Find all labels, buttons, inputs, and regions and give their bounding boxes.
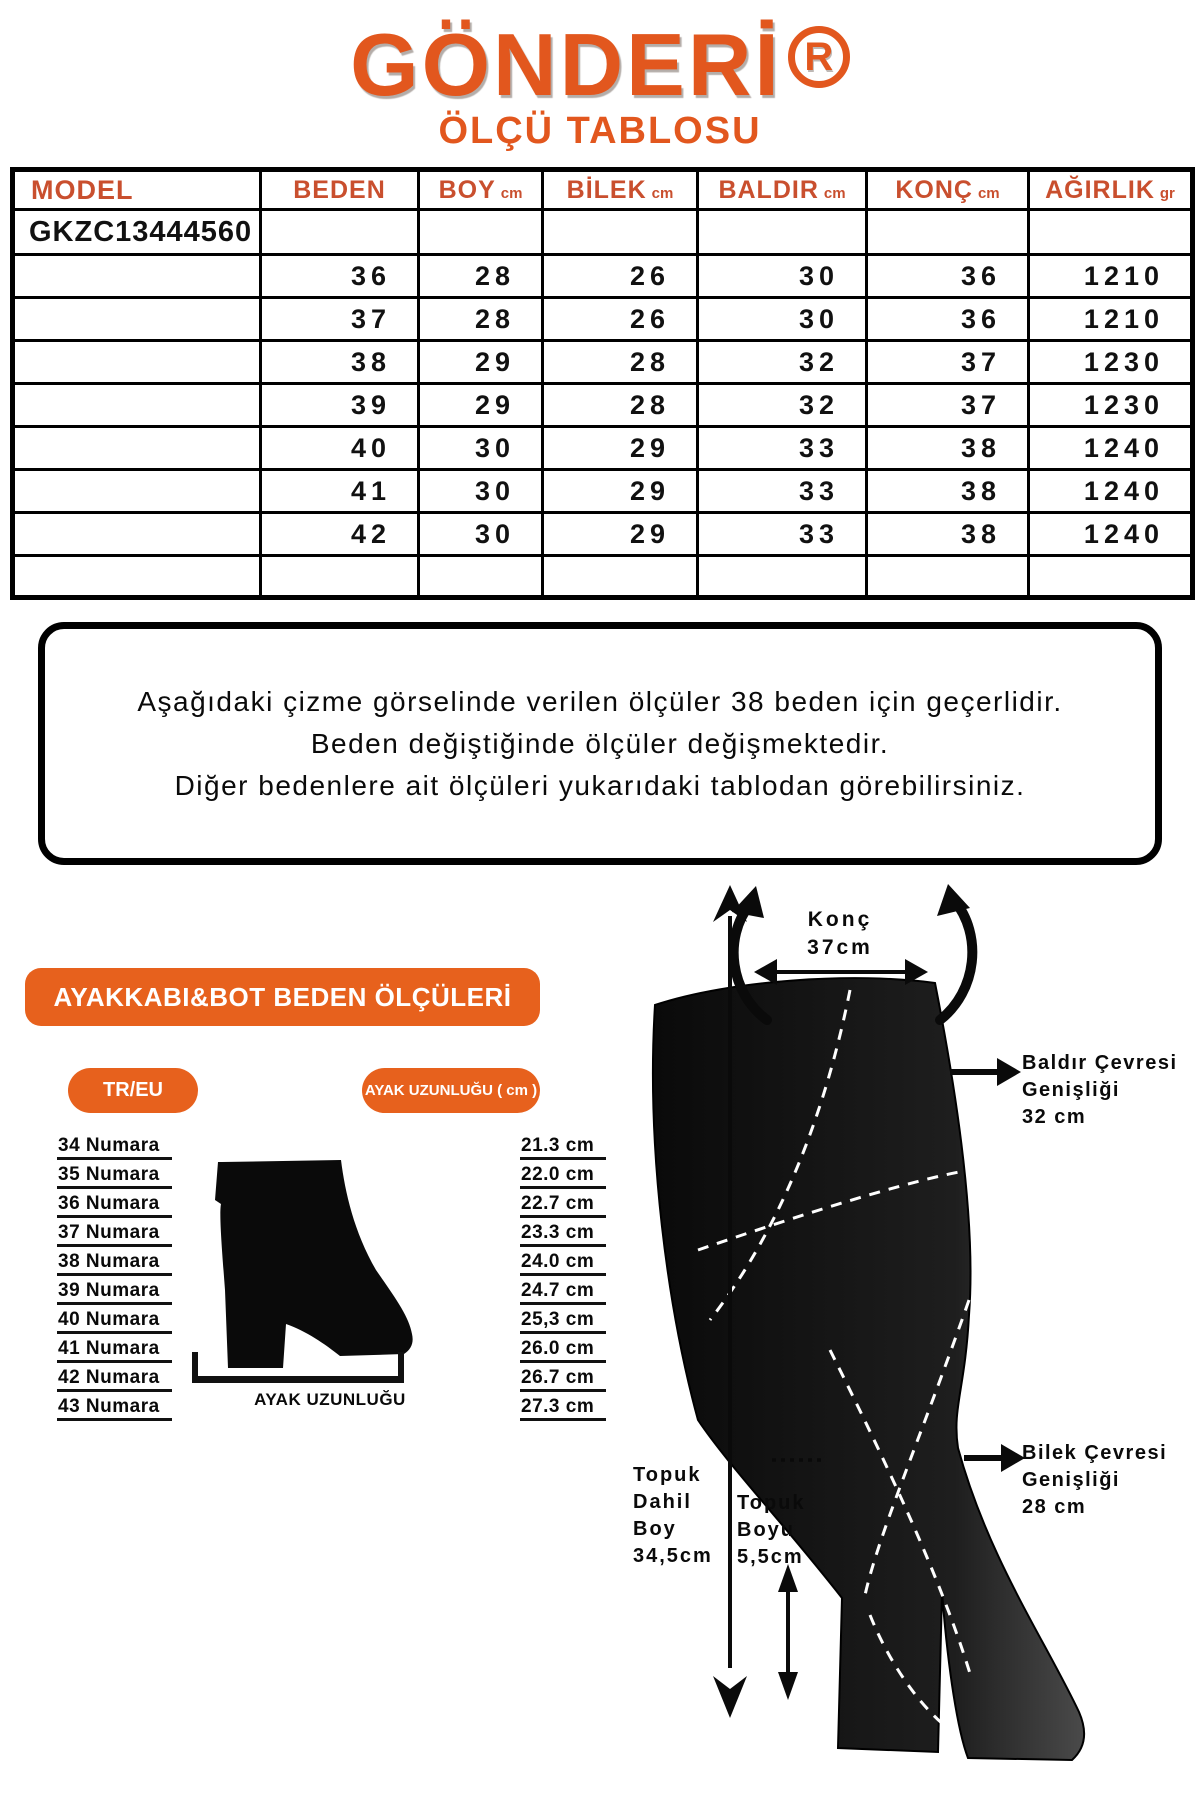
table-cell-value: 37 xyxy=(261,298,419,341)
list-item: 37 Numara xyxy=(57,1222,172,1247)
table-row xyxy=(13,427,1193,470)
list-item: 26.7 cm xyxy=(520,1367,606,1392)
column-header-bilek: BİLEK cm xyxy=(543,170,698,210)
list-item: 21.3 cm xyxy=(520,1135,606,1160)
list-item: 35 Numara xyxy=(57,1164,172,1189)
table-row xyxy=(13,513,1193,556)
tr-size-list xyxy=(57,1135,172,1425)
note-box xyxy=(38,622,1162,865)
list-item: 43 Numara xyxy=(57,1396,172,1421)
table-cell-value: 40 xyxy=(261,427,419,470)
heel-height-value: 5,5cm xyxy=(737,1546,804,1568)
table-empty-row xyxy=(13,556,1193,598)
list-item: 23.3 cm xyxy=(520,1222,606,1247)
table-cell-value: 26 xyxy=(543,298,698,341)
table-cell-value: 38 xyxy=(261,341,419,384)
table-cell-value: 29 xyxy=(543,513,698,556)
total-height-label-line: Boy xyxy=(633,1518,677,1540)
table-cell-value: 41 xyxy=(261,470,419,513)
table-cell-value: 33 xyxy=(698,427,867,470)
baldir-value: 32 cm xyxy=(1022,1106,1087,1128)
foot-length-bracket xyxy=(192,1352,404,1383)
total-height-value: 34,5cm xyxy=(633,1545,713,1567)
table-cell-value: 29 xyxy=(543,427,698,470)
total-height-label-line: Dahil xyxy=(633,1491,692,1513)
bilek-label-line: Bilek Çevresi xyxy=(1022,1442,1168,1464)
table-cell-value: 37 xyxy=(867,341,1029,384)
note-line: Aşağıdaki çizme görselinde verilen ölçüler 38 beden için geçerlidir. xyxy=(137,685,1063,717)
tall-boot-silhouette xyxy=(653,978,1084,1760)
list-item: 41 Numara xyxy=(57,1338,172,1363)
model-row xyxy=(13,210,1193,255)
table-header-row xyxy=(13,170,1193,210)
column-header-baldir: BALDIR cm xyxy=(698,170,867,210)
model-code: GKZC13444560 xyxy=(13,210,261,255)
table-cell-value: 38 xyxy=(867,427,1029,470)
baldir-label xyxy=(1022,1050,1178,1131)
list-item: 24.7 cm xyxy=(520,1280,606,1305)
table-cell-value: 29 xyxy=(419,384,543,427)
table-cell-value: 33 xyxy=(698,470,867,513)
tr-eu-pill: TR/EU xyxy=(68,1068,198,1113)
size-guide-banner: AYAKKABI&BOT BEDEN ÖLÇÜLERİ xyxy=(25,968,540,1026)
note-line: Beden değiştiğinde ölçüler değişmektedir. xyxy=(310,727,890,759)
konc-label-line: Konç xyxy=(807,908,873,931)
table-cell-value: 30 xyxy=(419,427,543,470)
table-cell-value: 32 xyxy=(698,341,867,384)
total-height-label-line: Topuk xyxy=(633,1464,702,1486)
table-cell-value: 30 xyxy=(419,513,543,556)
table-cell-value: 28 xyxy=(543,384,698,427)
table-cell-value: 28 xyxy=(419,298,543,341)
table-row xyxy=(13,470,1193,513)
konc-value: 37cm xyxy=(807,936,873,959)
table-cell-value: 36 xyxy=(261,255,419,298)
column-header-model: MODEL xyxy=(13,170,261,210)
heel-height-label-line: Boyu xyxy=(737,1519,795,1541)
size-table xyxy=(10,167,1195,600)
list-item: 36 Numara xyxy=(57,1193,172,1218)
list-item: 34 Numara xyxy=(57,1135,172,1160)
note-line: Diğer bedenlere ait ölçüleri yukarıdaki tablodan görebilirsiniz. xyxy=(174,769,1026,801)
table-cell-value: 1240 xyxy=(1029,513,1193,556)
table-cell-value: 38 xyxy=(867,470,1029,513)
tall-boot-diagram xyxy=(620,880,1100,1780)
table-cell-value: 1210 xyxy=(1029,255,1193,298)
bilek-label-line: Genişliği xyxy=(1022,1469,1120,1491)
list-item: 22.7 cm xyxy=(520,1193,606,1218)
table-row xyxy=(13,255,1193,298)
bilek-value: 28 cm xyxy=(1022,1496,1087,1518)
table-row xyxy=(13,341,1193,384)
brand-logo: GÖNDERİ xyxy=(350,15,782,114)
column-header-beden: BEDEN xyxy=(261,170,419,210)
list-item: 25,3 cm xyxy=(520,1309,606,1334)
table-cell-value: 33 xyxy=(698,513,867,556)
table-cell-value: 1240 xyxy=(1029,427,1193,470)
column-header-agirlik: AĞIRLIK gr xyxy=(1029,170,1193,210)
bilek-label xyxy=(1022,1440,1167,1521)
table-cell-value: 36 xyxy=(867,255,1029,298)
table-cell-value: 42 xyxy=(261,513,419,556)
table-cell-value: 30 xyxy=(419,470,543,513)
registered-trademark-letter: R xyxy=(804,34,834,79)
table-cell-value: 28 xyxy=(543,341,698,384)
list-item: 42 Numara xyxy=(57,1367,172,1392)
table-cell-value: 39 xyxy=(261,384,419,427)
table-cell-value: 1240 xyxy=(1029,470,1193,513)
registered-trademark-icon xyxy=(788,26,850,88)
table-row xyxy=(13,384,1193,427)
table-cell-value: 1230 xyxy=(1029,384,1193,427)
foot-length-caption: AYAK UZUNLUĞU xyxy=(254,1390,406,1409)
table-cell-value: 30 xyxy=(698,298,867,341)
list-item: 22.0 cm xyxy=(520,1164,606,1189)
foot-length-pill: AYAK UZUNLUĞU ( cm ) xyxy=(362,1068,540,1113)
column-header-konc: KONÇ cm xyxy=(867,170,1029,210)
table-cell-value: 36 xyxy=(867,298,1029,341)
table-cell-value: 1210 xyxy=(1029,298,1193,341)
table-cell-value: 30 xyxy=(698,255,867,298)
foot-length-list xyxy=(520,1135,606,1425)
baldir-label-line: Baldır Çevresi xyxy=(1022,1052,1178,1074)
list-item: 39 Numara xyxy=(57,1280,172,1305)
baldir-label-line: Genişliği xyxy=(1022,1079,1120,1101)
table-cell-value: 29 xyxy=(543,470,698,513)
table-row xyxy=(13,298,1193,341)
list-item: 38 Numara xyxy=(57,1251,172,1276)
list-item: 40 Numara xyxy=(57,1309,172,1334)
curved-arrow-right xyxy=(937,884,972,1020)
table-cell-value: 26 xyxy=(543,255,698,298)
table-cell-value: 32 xyxy=(698,384,867,427)
table-cell-value: 29 xyxy=(419,341,543,384)
brand-header xyxy=(0,0,1200,114)
column-header-boy: BOY cm xyxy=(419,170,543,210)
table-cell-value: 38 xyxy=(867,513,1029,556)
total-height-label xyxy=(633,1462,733,1570)
ankle-boot-illustration xyxy=(178,1150,426,1375)
list-item: 27.3 cm xyxy=(520,1396,606,1421)
heel-height-arrow xyxy=(778,1564,798,1700)
list-item: 26.0 cm xyxy=(520,1338,606,1363)
baldir-arrow xyxy=(950,1058,1021,1086)
page-title: ÖLÇÜ TABLOSU xyxy=(438,110,762,152)
table-cell-value: 37 xyxy=(867,384,1029,427)
konc-label xyxy=(765,906,915,962)
table-cell-value: 28 xyxy=(419,255,543,298)
heel-height-label xyxy=(737,1490,827,1571)
ankle-boot-silhouette xyxy=(215,1160,413,1368)
table-cell-value: 1230 xyxy=(1029,341,1193,384)
bilek-arrow xyxy=(964,1444,1025,1472)
heel-height-label-line: Topuk xyxy=(737,1492,806,1514)
list-item: 24.0 cm xyxy=(520,1251,606,1276)
